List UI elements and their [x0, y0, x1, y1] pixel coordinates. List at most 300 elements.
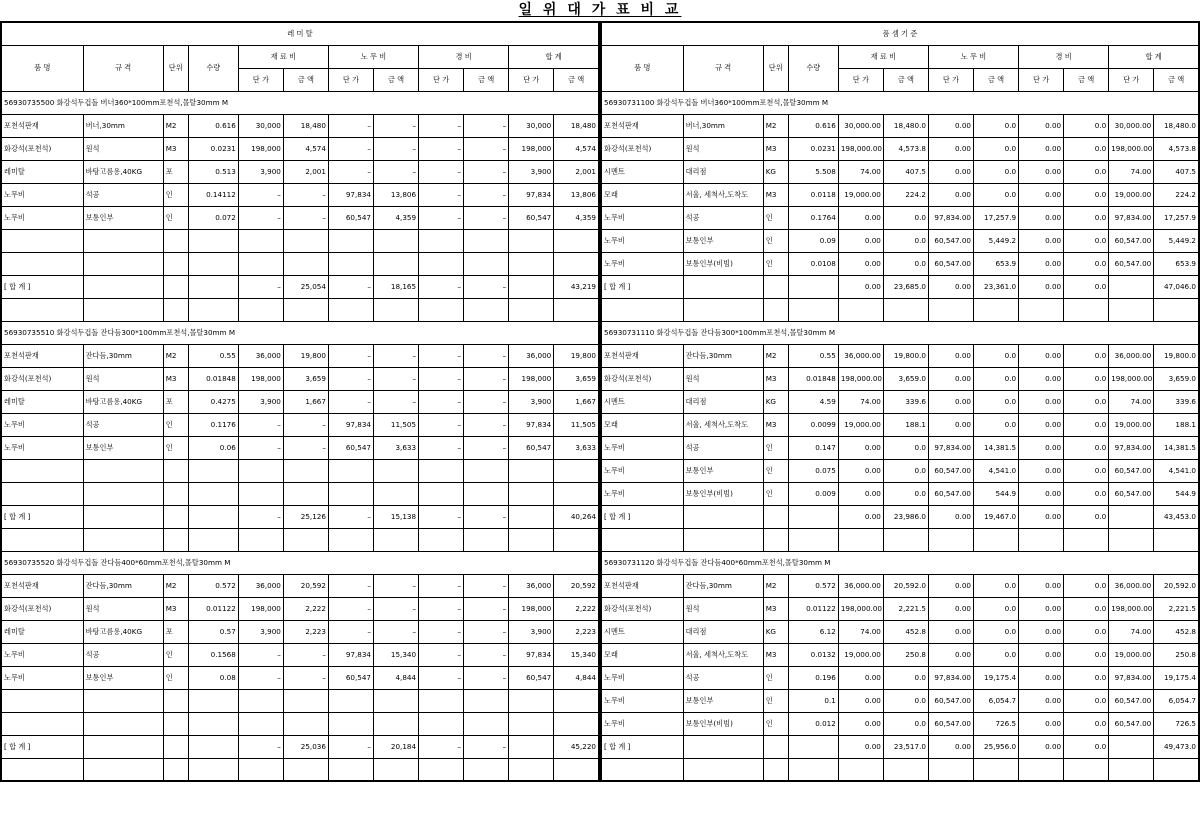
table-cell: 인	[763, 666, 788, 689]
sum-cell: 43,219	[554, 275, 599, 298]
table-cell: 0.0	[1064, 206, 1109, 229]
table-cell: 60,547.00	[1109, 252, 1154, 275]
spacer-row	[601, 298, 1199, 321]
table-row	[1, 367, 599, 390]
sum-cell	[509, 505, 554, 528]
table-cell: 97,834	[509, 183, 554, 206]
table-cell: 36,000	[238, 574, 283, 597]
sum-cell	[163, 735, 188, 758]
table-cell: 4,359	[554, 206, 599, 229]
table-cell: 0.075	[788, 459, 838, 482]
table-row	[1, 574, 599, 597]
table-cell	[509, 459, 554, 482]
table-cell	[283, 712, 328, 735]
right-comparison-table	[600, 21, 1200, 782]
table-cell: 원석	[83, 367, 163, 390]
table-cell: 198,000.00	[1109, 367, 1154, 390]
sum-cell: 23,517.0	[883, 735, 928, 758]
table-cell: 0.0	[1064, 252, 1109, 275]
table-cell: 원석	[83, 137, 163, 160]
sum-cell: 0.0	[1064, 735, 1109, 758]
table-cell: 60,547.00	[928, 459, 973, 482]
table-cell	[419, 712, 464, 735]
sum-cell	[1109, 505, 1154, 528]
table-cell	[509, 689, 554, 712]
table-cell: 0.0	[1064, 114, 1109, 137]
sum-cell: 23,361.0	[974, 275, 1019, 298]
table-row	[601, 666, 1199, 689]
table-cell: 19,000.00	[1109, 183, 1154, 206]
table-row	[1, 229, 599, 252]
table-cell	[83, 712, 163, 735]
empty-cell	[683, 298, 763, 321]
table-cell: 30,000.00	[838, 114, 883, 137]
table-cell: 198,000.00	[1109, 137, 1154, 160]
table-cell: –	[238, 183, 283, 206]
table-cell: 대리점	[683, 620, 763, 643]
empty-cell	[464, 758, 509, 781]
table-cell: 0.0	[974, 413, 1019, 436]
table-cell: 0.01848	[788, 367, 838, 390]
empty-cell	[1109, 758, 1154, 781]
table-cell: 0.4275	[188, 390, 238, 413]
empty-cell	[1109, 298, 1154, 321]
header-item: 품 명	[1, 45, 83, 91]
table-cell: –	[238, 643, 283, 666]
table-cell: 대리점	[683, 390, 763, 413]
table-cell: 바탕고름용,40KG	[83, 390, 163, 413]
table-cell: 60,547	[509, 436, 554, 459]
table-cell: 3,900	[509, 390, 554, 413]
table-cell: –	[464, 597, 509, 620]
subheader-unit-price: 단 가	[238, 68, 283, 91]
table-row	[601, 689, 1199, 712]
table-cell: 60,547.00	[928, 689, 973, 712]
table-cell: 36,000.00	[838, 574, 883, 597]
table-cell	[163, 252, 188, 275]
table-row	[1, 183, 599, 206]
table-row	[601, 643, 1199, 666]
table-cell: 198,000.00	[838, 137, 883, 160]
empty-cell	[419, 758, 464, 781]
sum-cell	[163, 275, 188, 298]
table-cell: 0.00	[1019, 597, 1064, 620]
empty-cell	[464, 298, 509, 321]
table-cell	[1, 482, 83, 505]
subheader-amount: 금 액	[374, 68, 419, 91]
table-cell: 인	[763, 252, 788, 275]
table-cell: 30,000	[509, 114, 554, 137]
table-cell: 97,834.00	[1109, 436, 1154, 459]
empty-cell	[838, 758, 883, 781]
table-cell	[554, 689, 599, 712]
table-cell: 버너,30mm	[683, 114, 763, 137]
table-cell: 0.0	[974, 643, 1019, 666]
table-cell: 노무비	[1, 183, 83, 206]
table-cell: 0.00	[1019, 689, 1064, 712]
table-cell: 0.0	[883, 459, 928, 482]
table-cell: 0.00	[1019, 574, 1064, 597]
empty-cell	[464, 528, 509, 551]
table-cell: 60,547	[509, 666, 554, 689]
table-cell: 0.0132	[788, 643, 838, 666]
table-cell: –	[374, 137, 419, 160]
table-cell: –	[374, 390, 419, 413]
table-cell: 0.00	[928, 643, 973, 666]
subheader-amount: 금 액	[283, 68, 328, 91]
sum-row	[1, 505, 599, 528]
sum-cell	[788, 275, 838, 298]
panel-title-row	[601, 22, 1199, 45]
table-cell: 19,000.00	[838, 413, 883, 436]
subheader-unit-price: 단 가	[509, 68, 554, 91]
table-cell: 노무비	[601, 689, 683, 712]
table-cell: 석공	[83, 643, 163, 666]
table-cell: 0.0	[883, 712, 928, 735]
table-cell	[419, 482, 464, 505]
table-row	[601, 160, 1199, 183]
empty-cell	[509, 758, 554, 781]
table-cell	[83, 252, 163, 275]
table-cell: M3	[763, 597, 788, 620]
table-cell: –	[464, 390, 509, 413]
header-row	[1, 45, 599, 68]
subheader-unit-price: 단 가	[1109, 68, 1154, 91]
spacer-row	[1, 758, 599, 781]
table-cell	[83, 482, 163, 505]
table-row	[1, 413, 599, 436]
table-cell: 0.0118	[788, 183, 838, 206]
table-cell: 0.0	[1064, 367, 1109, 390]
table-cell: 74.00	[1109, 160, 1154, 183]
table-cell: 3,659.0	[1154, 367, 1199, 390]
table-cell: 19,175.4	[974, 666, 1019, 689]
header-unit: 단위	[163, 45, 188, 91]
table-cell: 14,381.5	[974, 436, 1019, 459]
sum-cell: 20,184	[374, 735, 419, 758]
empty-cell	[419, 298, 464, 321]
table-cell: 97,834.00	[928, 666, 973, 689]
table-cell: 보통인부(비빔)	[683, 712, 763, 735]
table-cell	[188, 482, 238, 505]
table-cell: 2,221.5	[883, 597, 928, 620]
table-cell: 3,900	[509, 160, 554, 183]
sum-row	[601, 505, 1199, 528]
table-cell: 0.0231	[188, 137, 238, 160]
empty-cell	[238, 298, 283, 321]
panel-title: 레 미 탈	[1, 22, 599, 45]
empty-cell	[1109, 528, 1154, 551]
table-cell: 포	[163, 390, 188, 413]
empty-cell	[1019, 298, 1064, 321]
table-cell: 0.55	[188, 344, 238, 367]
table-cell: KG	[763, 160, 788, 183]
table-cell: 0.0	[974, 597, 1019, 620]
header-material: 재 료 비	[238, 45, 328, 68]
table-cell: –	[419, 574, 464, 597]
table-cell: 0.0	[883, 436, 928, 459]
section-code-row	[1, 321, 599, 344]
empty-cell	[1, 528, 83, 551]
sum-row	[1, 275, 599, 298]
table-cell: 석공	[83, 413, 163, 436]
empty-cell	[83, 528, 163, 551]
table-cell: 0.0	[974, 574, 1019, 597]
table-cell: 0.0	[974, 137, 1019, 160]
table-cell: –	[283, 183, 328, 206]
table-cell: 60,547	[328, 206, 373, 229]
table-cell: 407.5	[883, 160, 928, 183]
table-cell: 0.00	[838, 666, 883, 689]
page-title	[0, 0, 1200, 21]
table-cell: 3,659.0	[883, 367, 928, 390]
table-cell: –	[464, 436, 509, 459]
table-cell: 0.00	[1019, 620, 1064, 643]
table-cell: 13,806	[554, 183, 599, 206]
table-cell	[464, 712, 509, 735]
table-row	[1, 252, 599, 275]
sum-cell: –	[238, 275, 283, 298]
table-cell	[554, 229, 599, 252]
empty-cell	[163, 758, 188, 781]
table-cell: 0.00	[1019, 114, 1064, 137]
table-cell	[374, 252, 419, 275]
table-cell: 시멘트	[601, 620, 683, 643]
table-cell: M3	[163, 367, 188, 390]
table-cell: M3	[163, 597, 188, 620]
empty-cell	[554, 298, 599, 321]
table-cell: 포천석판재	[1, 574, 83, 597]
sum-cell	[763, 505, 788, 528]
table-cell: 잔다듬,30mm	[683, 344, 763, 367]
table-cell: 60,547	[509, 206, 554, 229]
sum-cell: –	[464, 735, 509, 758]
table-cell: 2,221.5	[1154, 597, 1199, 620]
table-cell: 0.1568	[188, 643, 238, 666]
table-cell: 0.0108	[788, 252, 838, 275]
table-cell: 화강석(포천석)	[1, 367, 83, 390]
table-cell: –	[374, 620, 419, 643]
table-cell: 2,223	[554, 620, 599, 643]
panel-title: 품 셈 기 준	[601, 22, 1199, 45]
table-cell: M2	[763, 114, 788, 137]
table-cell: 0.1176	[188, 413, 238, 436]
table-cell: 3,659	[283, 367, 328, 390]
table-cell	[188, 459, 238, 482]
table-cell: 2,001	[554, 160, 599, 183]
table-cell: 0.00	[928, 367, 973, 390]
table-cell: –	[328, 574, 373, 597]
table-cell: 0.0	[1064, 597, 1109, 620]
table-cell: –	[464, 413, 509, 436]
table-cell: 20,592	[283, 574, 328, 597]
table-cell: 0.00	[838, 206, 883, 229]
table-cell: –	[328, 367, 373, 390]
table-cell: 포천석판재	[601, 574, 683, 597]
sum-label: [ 합 계 ]	[601, 275, 683, 298]
section-code: 56930731100 화강석두겁돌 버너360*100mm포천석,몰탈30mm M	[601, 91, 1199, 114]
table-cell	[328, 252, 373, 275]
table-cell: 0.0	[1064, 413, 1109, 436]
table-cell: 60,547.00	[1109, 459, 1154, 482]
table-cell: 보통인부	[683, 229, 763, 252]
empty-cell	[1154, 298, 1199, 321]
table-cell: –	[419, 620, 464, 643]
table-cell: 0.00	[928, 413, 973, 436]
table-cell	[464, 229, 509, 252]
sum-row	[601, 735, 1199, 758]
table-cell: 포	[163, 160, 188, 183]
sum-cell: 0.00	[838, 735, 883, 758]
table-cell	[328, 482, 373, 505]
table-cell: 4,573.8	[883, 137, 928, 160]
empty-cell	[1154, 758, 1199, 781]
empty-cell	[1064, 298, 1109, 321]
table-cell: 잔다듬,30mm	[83, 344, 163, 367]
section-code-row	[601, 321, 1199, 344]
table-cell: 3,633	[554, 436, 599, 459]
table-cell: 0.0	[1064, 390, 1109, 413]
header-expense: 경 비	[419, 45, 509, 68]
empty-cell	[83, 758, 163, 781]
table-cell: 0.0	[1064, 229, 1109, 252]
table-cell: 6.12	[788, 620, 838, 643]
table-cell: 0.0	[974, 160, 1019, 183]
header-total: 합 계	[1109, 45, 1199, 68]
empty-cell	[1, 298, 83, 321]
table-cell: 0.0	[1064, 643, 1109, 666]
table-cell: –	[419, 436, 464, 459]
table-cell: 인	[163, 413, 188, 436]
table-cell: 포	[163, 620, 188, 643]
empty-cell	[509, 298, 554, 321]
sum-cell: 0.00	[928, 735, 973, 758]
table-cell: 60,547.00	[928, 229, 973, 252]
sum-cell	[509, 735, 554, 758]
header-labor: 노 무 비	[328, 45, 418, 68]
table-cell	[554, 482, 599, 505]
table-cell: 0.01122	[788, 597, 838, 620]
empty-cell	[374, 528, 419, 551]
empty-cell	[788, 298, 838, 321]
table-cell: –	[283, 206, 328, 229]
table-row	[1, 689, 599, 712]
table-cell: 97,834.00	[1109, 206, 1154, 229]
table-cell: 5,449.2	[1154, 229, 1199, 252]
table-cell	[464, 689, 509, 712]
empty-cell	[188, 528, 238, 551]
table-cell: 0.00	[928, 137, 973, 160]
sum-row	[601, 275, 1199, 298]
table-cell	[1, 252, 83, 275]
table-cell: –	[328, 114, 373, 137]
sum-cell: –	[328, 275, 373, 298]
empty-cell	[928, 298, 973, 321]
empty-cell	[601, 298, 683, 321]
table-cell: 198,000	[238, 367, 283, 390]
table-row	[1, 344, 599, 367]
table-cell: –	[328, 390, 373, 413]
header-material: 재 료 비	[838, 45, 928, 68]
table-cell: 6,054.7	[974, 689, 1019, 712]
sum-cell: 43,453.0	[1154, 505, 1199, 528]
sum-cell: 23,685.0	[883, 275, 928, 298]
header-qty: 수량	[788, 45, 838, 91]
table-cell	[283, 229, 328, 252]
table-cell: –	[419, 183, 464, 206]
table-cell: 0.0	[1064, 459, 1109, 482]
empty-cell	[509, 528, 554, 551]
table-cell: 0.55	[788, 344, 838, 367]
table-cell	[374, 229, 419, 252]
sum-cell	[83, 505, 163, 528]
empty-cell	[328, 298, 373, 321]
sum-cell: 23,986.0	[883, 505, 928, 528]
table-cell: 원석	[683, 137, 763, 160]
sum-row	[1, 735, 599, 758]
table-cell: 188.1	[1154, 413, 1199, 436]
table-cell: 4,541.0	[1154, 459, 1199, 482]
sum-cell: 0.00	[838, 505, 883, 528]
table-cell: 60,547.00	[1109, 229, 1154, 252]
table-cell: 17,257.9	[1154, 206, 1199, 229]
page-title-text: 일 위 대 가 표 비 교	[518, 2, 682, 18]
table-cell: 544.9	[974, 482, 1019, 505]
table-cell: 1,667	[554, 390, 599, 413]
table-cell: 0.01848	[188, 367, 238, 390]
table-cell: 0.0	[883, 229, 928, 252]
table-cell: –	[283, 436, 328, 459]
table-cell: 19,000.00	[1109, 643, 1154, 666]
table-cell: 198,000.00	[838, 597, 883, 620]
table-cell: –	[238, 206, 283, 229]
table-cell: 0.00	[838, 436, 883, 459]
table-cell	[163, 482, 188, 505]
header-qty: 수량	[188, 45, 238, 91]
table-cell: 36,000.00	[1109, 574, 1154, 597]
sum-cell: 25,036	[283, 735, 328, 758]
table-cell	[283, 482, 328, 505]
table-cell: 석공	[683, 206, 763, 229]
table-cell: 화강석(포천석)	[601, 137, 683, 160]
table-cell: –	[328, 160, 373, 183]
table-cell	[419, 459, 464, 482]
table-cell: 0.00	[928, 183, 973, 206]
table-cell: 0.00	[928, 114, 973, 137]
empty-cell	[683, 758, 763, 781]
table-cell: 0.00	[928, 160, 973, 183]
table-cell: 0.0	[974, 367, 1019, 390]
table-cell: 0.08	[188, 666, 238, 689]
table-cell	[374, 459, 419, 482]
sum-cell: –	[328, 735, 373, 758]
panel-title-row	[1, 22, 599, 45]
table-cell: 0.0	[1064, 666, 1109, 689]
table-cell: –	[419, 597, 464, 620]
table-cell: M2	[163, 344, 188, 367]
table-cell: 포천석판재	[1, 114, 83, 137]
spacer-row	[1, 298, 599, 321]
table-cell: 0.0	[883, 666, 928, 689]
table-cell: 0.00	[1019, 643, 1064, 666]
table-cell: 잔다듬,30mm	[683, 574, 763, 597]
table-cell: 60,547.00	[928, 482, 973, 505]
table-cell: 18,480	[283, 114, 328, 137]
table-cell: 0.0	[1064, 160, 1109, 183]
table-cell: 4,359	[374, 206, 419, 229]
table-cell: 3,900	[238, 390, 283, 413]
table-cell: 보통인부(비빔)	[683, 252, 763, 275]
